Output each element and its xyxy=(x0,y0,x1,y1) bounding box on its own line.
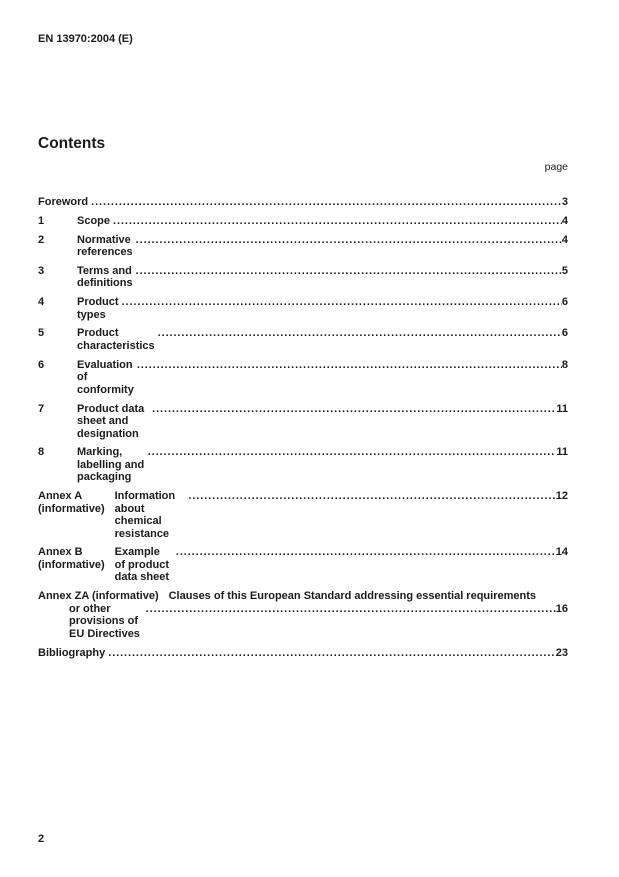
toc-page-number: 4 xyxy=(561,214,568,227)
toc-entry xyxy=(38,359,568,397)
toc-entry xyxy=(38,546,568,584)
toc-entry xyxy=(38,234,568,259)
toc-entry-label: Annex ZA (informative) xyxy=(38,590,159,603)
toc-entry-title: Clauses of this European Standard addressing essential requirements xyxy=(168,590,536,603)
toc-page-number: 23 xyxy=(555,646,568,659)
toc-entry-label: Foreword xyxy=(38,196,89,208)
toc-entry-line xyxy=(38,490,568,540)
toc-entry-line xyxy=(38,327,568,352)
toc-entry-title: Information about chemical resistance xyxy=(114,490,176,540)
toc-entry-line xyxy=(38,196,568,209)
dot-leader xyxy=(188,490,555,503)
toc-entry-line-continued xyxy=(69,603,568,641)
toc-page-number: 6 xyxy=(561,296,568,309)
toc-entry-line xyxy=(38,403,568,441)
toc-page-number: 14 xyxy=(555,546,568,559)
toc-entry-line xyxy=(38,546,568,584)
toc-page-number: 11 xyxy=(556,446,568,459)
toc-entry-label: Bibliography xyxy=(38,646,106,659)
toc-entry-line xyxy=(38,215,568,228)
toc-entry-number: 6 xyxy=(38,358,45,371)
contents-title: Contents xyxy=(38,135,106,152)
toc-entry-title: Product characteristics xyxy=(77,327,155,352)
toc-entry xyxy=(38,446,568,484)
toc-entry-title: Marking, labelling and packaging xyxy=(77,446,145,484)
toc-page-number: 4 xyxy=(561,233,568,246)
toc-entry-line xyxy=(38,265,568,290)
toc-page-number: 3 xyxy=(561,196,568,208)
toc-entry xyxy=(38,196,568,209)
toc-entry xyxy=(38,647,568,660)
dot-leader xyxy=(176,546,556,559)
toc-entry-line xyxy=(38,446,568,484)
toc-entry-line xyxy=(38,359,568,397)
dot-leader xyxy=(122,296,562,309)
toc-page-number: 5 xyxy=(561,264,568,277)
page-column-label: page xyxy=(544,161,568,173)
dot-leader xyxy=(146,603,556,616)
dot-leader xyxy=(137,359,562,372)
toc-entry-number: 1 xyxy=(38,214,45,227)
toc-entry-title: Scope xyxy=(77,214,111,227)
toc-entry-line xyxy=(38,590,568,603)
toc-page-number: 16 xyxy=(555,602,568,615)
toc-entry-title: Evaluation of conformity xyxy=(77,358,134,396)
toc-entry xyxy=(38,403,568,441)
toc-entry-title: Product data sheet and designation xyxy=(77,402,145,440)
toc-entry-number: 4 xyxy=(38,296,45,309)
toc-entry-number: 2 xyxy=(38,233,45,246)
toc-entry xyxy=(38,265,568,290)
toc-page-number: 8 xyxy=(561,358,568,371)
toc-entry-title: Terms and definitions xyxy=(77,264,133,290)
toc-entry-line xyxy=(38,647,568,660)
dot-leader xyxy=(136,234,562,247)
document-reference: EN 13970:2004 (E) xyxy=(38,33,133,45)
toc-entry xyxy=(38,215,568,228)
toc-entry-number: 3 xyxy=(38,264,45,277)
toc-list xyxy=(38,196,568,665)
toc-entry xyxy=(38,590,568,640)
toc-entry xyxy=(38,490,568,540)
toc-entry xyxy=(38,296,568,321)
toc-entry-label: Annex A (informative) xyxy=(38,490,105,515)
dot-leader xyxy=(91,196,562,209)
dot-leader xyxy=(113,215,562,228)
toc-entry-number: 8 xyxy=(38,446,45,459)
toc-entry-title: Normative references xyxy=(77,233,133,259)
toc-entry xyxy=(38,327,568,352)
dot-leader xyxy=(136,265,562,278)
dot-leader xyxy=(152,403,556,416)
toc-page-number: 6 xyxy=(561,327,568,340)
toc-entry-line xyxy=(38,296,568,321)
dot-leader xyxy=(108,647,556,660)
dot-leader xyxy=(158,327,562,340)
toc-entry-label: Annex B (informative) xyxy=(38,546,105,571)
toc-entry-title: Product types xyxy=(77,296,119,321)
dot-leader xyxy=(148,446,557,459)
footer-page-number: 2 xyxy=(38,833,45,845)
toc-entry-line xyxy=(38,234,568,259)
toc-entry-number: 5 xyxy=(38,327,45,340)
toc-entry-title-continued: or other provisions of EU Directives xyxy=(69,602,140,640)
toc-page-number: 11 xyxy=(556,402,568,415)
toc-page-number: 12 xyxy=(555,490,568,503)
toc-entry-title: Example of product data sheet xyxy=(114,546,170,584)
toc-entry-number: 7 xyxy=(38,402,45,415)
